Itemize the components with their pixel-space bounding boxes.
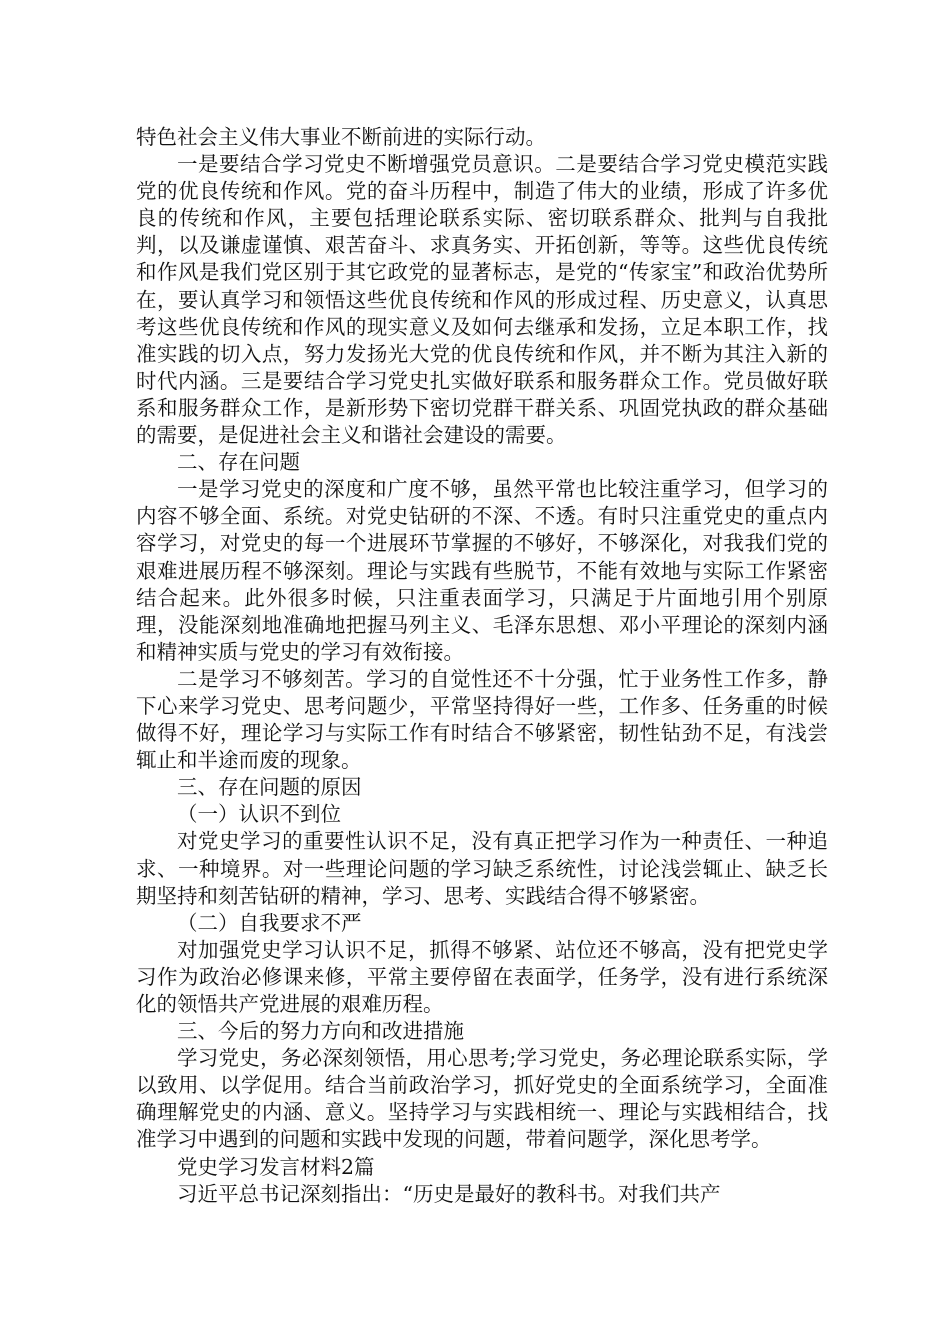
paragraph: 对党史学习的重要性认识不足，没有真正把学习作为一种责任、一种追求、一种境界。对一些理论问题的学习缺乏系统性，讨论浅尝辄止、缺乏长期坚持和刻苦钻研的精神，学习、思考、实践结合得不够紧密。 [136,829,828,908]
subsection-heading: （二）自我要求不严 [177,910,362,935]
article-title: 党史学习发言材料2篇 [177,1154,375,1179]
paragraph: 一是学习党史的深度和广度不够，虽然平常也比较注重学习，但学习的内容不够全面、系统。对党史钻研的不深、不透。有时只注重党史的重点内容学习，对党史的每一个进展环节掌握的不够好，不够深化，对我我们党的艰难进展历程不够深刻。理论与实践有些脱节，不能有效地与实际工作紧密结合起来。此外很多时候，只注重表面学习，只满足于片面地引用个别原理，没能深刻地准确地把握马列主义、毛泽东思想、邓小平理论的深刻内涵和精神实质与党史的学习有效衔接。 [136,477,828,664]
section-heading: 三、存在问题的原因 [177,775,362,800]
paragraph: 二是学习不够刻苦。学习的自觉性还不十分强，忙于业务性工作多，静下心来学习党史、思考问题少，平常坚持得好一些，工作多、任务重的时候做得不好，理论学习与实际工作有时结合不够紧密，韧性钻劲不足，有浅尝辄止和半途而废的现象。 [136,666,828,773]
subsection-heading: （一）认识不到位 [177,802,341,827]
paragraph: 一是要结合学习党史不断增强党员意识。二是要结合学习党史模范实践党的优良传统和作风。党的奋斗历程中，制造了伟大的业绩，形成了许多优良的传统和作风，主要包括理论联系实际、密切联系群众、批判与自我批判，以及谦虚谨慎、艰苦奋斗、求真务实、开拓创新，等等。这些优良传统和作风是我们党区别于其它政党的显著标志，是党的“传家宝”和政治优势所在，要认真学习和领悟这些优良传统和作风的形成过程、历史意义，认真思考这些优良传统和作风的现实意义及如何去继承和发扬，立足本职工作，找准实践的切入点，努力发扬光大党的优良传统和作风，并不断为其注入新的时代内涵。三是要结合学习党史扎实做好联系和服务群众工作。党员做好联系和服务群众工作，是新形势下密切党群干群关系、巩固党执政的群众基础的需要，是促进社会主义和谐社会建设的需要。 [136,152,828,448]
paragraph: 学习党史，务必深刻领悟，用心思考;学习党史，务必理论联系实际，学以致用、以学促用。结合当前政治学习，抓好党史的全面系统学习，全面准确理解党史的内涵、意义。坚持学习与实践相统一、理论与实践相结合，找准学习中遇到的问题和实践中发现的问题，带着问题学，深化思考学。 [136,1046,828,1152]
paragraph: 特色社会主义伟大事业不断前进的实际行动。 [136,125,546,149]
document-body [136,124,828,1208]
section-heading: 二、存在问题 [177,450,300,475]
paragraph: 对加强党史学习认识不足，抓得不够紧、站位还不够高，没有把党史学习作为政治必修课来修，平常主要停留在表面学，任务学，没有进行系统深化的领悟共产党进展的艰难历程。 [136,937,828,1016]
paragraph: 习近平总书记深刻指出：“历史是最好的教科书。对我们共产 [177,1181,721,1206]
section-heading: 三、今后的努力方向和改进措施 [177,1019,464,1044]
